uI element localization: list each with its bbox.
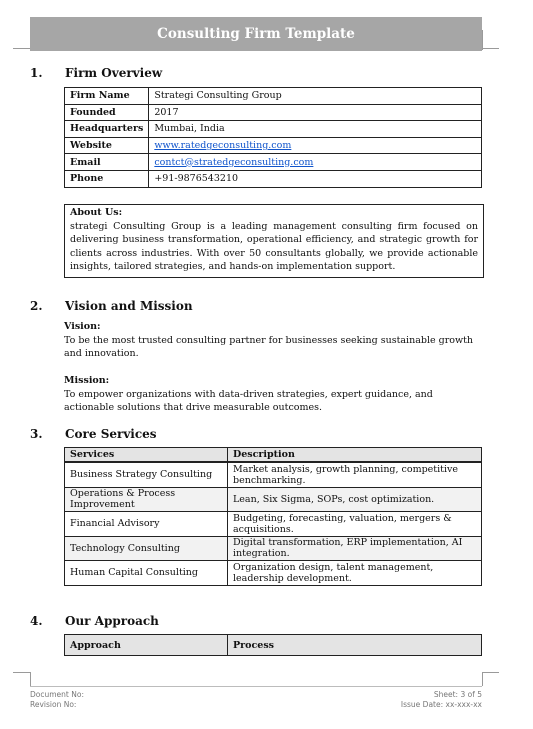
approach-table — [64, 634, 482, 656]
column-header: Approach — [65, 635, 228, 656]
table-row — [65, 487, 482, 512]
service-description: Lean, Six Sigma, SOPs, cost optimization. — [228, 487, 482, 512]
table-header-row — [65, 448, 482, 463]
table-row — [65, 512, 482, 537]
section-heading-core-services: 3. Core Services — [30, 427, 157, 441]
table-row — [65, 561, 482, 586]
table-cell-value — [149, 137, 482, 154]
email-link[interactable]: contct@stratedgeconsulting.com — [154, 156, 314, 168]
table-row — [65, 536, 482, 561]
firm-overview-table — [64, 87, 482, 188]
service-name: Human Capital Consulting — [65, 561, 228, 586]
issue-date: Issue Date: xx-xxx-xx — [400, 700, 482, 709]
crop-mark — [482, 48, 499, 49]
service-description: Market analysis, growth planning, competitive benchmarking. — [228, 462, 482, 487]
mission-text: To empower organizations with data-driven strategies, expert guidance, and actionable solutions that drive measurable outcomes. — [64, 388, 433, 413]
table-cell-value: Mumbai, India — [149, 121, 482, 138]
footer-divider — [30, 686, 482, 687]
table-row — [65, 170, 482, 187]
footer-right — [401, 690, 482, 710]
section-heading-firm-overview: 1. Firm Overview — [30, 66, 163, 80]
mission-block — [64, 374, 484, 415]
about-us-title: About Us: — [70, 207, 123, 218]
crop-mark — [13, 672, 30, 673]
column-header: Description — [228, 448, 482, 463]
document-number: Document No: — [30, 690, 84, 699]
table-cell-label: Website — [65, 137, 149, 154]
table-row — [65, 88, 482, 105]
service-name: Technology Consulting — [65, 536, 228, 561]
table-row — [65, 104, 482, 121]
column-header: Process — [228, 635, 482, 656]
crop-mark — [482, 30, 483, 50]
document-title-bar — [30, 17, 482, 51]
table-cell-value: 2017 — [149, 104, 482, 121]
vision-text: To be the most trusted consulting partner for businesses seeking sustainable growth and innovation. — [64, 334, 474, 359]
mission-title: Mission: — [64, 375, 110, 386]
document-title: Consulting Firm Template — [157, 26, 355, 42]
section-heading-our-approach: 4. Our Approach — [30, 614, 159, 628]
table-header-row — [65, 635, 482, 656]
core-services-table — [64, 447, 482, 586]
service-name: Operations & Process Improvement — [65, 487, 228, 512]
revision-number: Revision No: — [30, 700, 77, 709]
service-description: Budgeting, forecasting, valuation, mergers & acquisitions. — [228, 512, 482, 537]
table-row — [65, 462, 482, 487]
table-cell-value: Strategi Consulting Group — [149, 88, 482, 105]
table-row — [65, 154, 482, 171]
service-description: Organization design, talent management, leadership development. — [228, 561, 482, 586]
table-cell-value: +91-9876543210 — [149, 170, 482, 187]
about-us-box — [64, 204, 484, 278]
crop-mark — [482, 672, 483, 686]
footer-left — [30, 690, 84, 710]
service-name: Financial Advisory — [65, 512, 228, 537]
vision-block — [64, 320, 484, 361]
table-cell-label: Headquarters — [65, 121, 149, 138]
section-heading-vision-mission: 2. Vision and Mission — [30, 299, 193, 313]
about-us-text: strategi Consulting Group is a leading management consulting firm focused on delivering business transformation, operational efficiency, and strategic growth for clients across industries. With over 50 consultants globally, we provide actionable insights, tailored strategies, and hands-on implementation support. — [70, 220, 478, 272]
website-link[interactable]: www.ratedgeconsulting.com — [154, 140, 292, 152]
table-row — [65, 137, 482, 154]
sheet-number: Sheet: 3 of 5 — [433, 690, 482, 699]
table-cell-label: Founded — [65, 104, 149, 121]
table-cell-label: Firm Name — [65, 88, 149, 105]
service-description: Digital transformation, ERP implementation, AI integration. — [228, 536, 482, 561]
table-row — [65, 121, 482, 138]
table-cell-value — [149, 154, 482, 171]
table-cell-label: Email — [65, 154, 149, 171]
crop-mark — [13, 48, 30, 49]
table-cell-label: Phone — [65, 170, 149, 187]
column-header: Services — [65, 448, 228, 463]
crop-mark — [482, 672, 499, 673]
service-name: Business Strategy Consulting — [65, 462, 228, 487]
vision-title: Vision: — [64, 321, 101, 332]
crop-mark — [30, 672, 31, 686]
